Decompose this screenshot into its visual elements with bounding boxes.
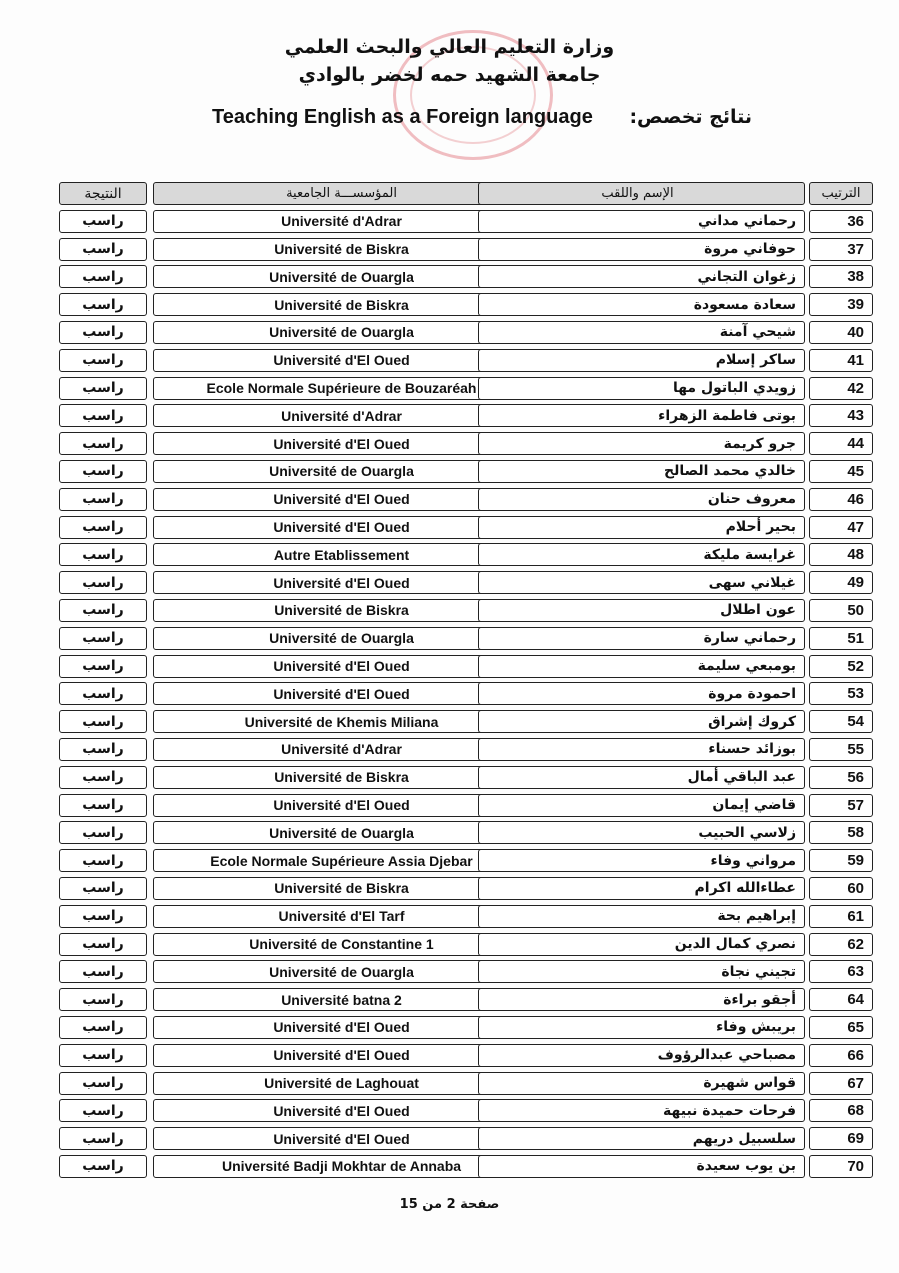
result-cell: راسب: [59, 627, 147, 650]
rank-cell: 49: [809, 571, 873, 594]
results-table: [57, 180, 875, 1181]
table-row: [57, 291, 875, 319]
name-cell: قواس شهيرة: [478, 1072, 805, 1095]
table-row: [57, 569, 875, 597]
name-cell: قاضي إيمان: [478, 794, 805, 817]
result-cell: راسب: [59, 933, 147, 956]
institution-cell: Université de Ouargla: [153, 321, 530, 344]
rank-cell: 54: [809, 710, 873, 733]
institution-cell: Université de Khemis Miliana: [153, 710, 530, 733]
name-cell: بن يوب سعيدة: [478, 1155, 805, 1178]
rank-cell: 52: [809, 655, 873, 678]
institution-cell: Université de Ouargla: [153, 821, 530, 844]
result-cell: راسب: [59, 821, 147, 844]
rank-cell: 50: [809, 599, 873, 622]
table-row: [57, 347, 875, 375]
name-cell: سلسبيل دريهم: [478, 1127, 805, 1150]
rank-cell: 59: [809, 849, 873, 872]
table-row: [57, 1014, 875, 1042]
institution-cell: Université de Biskra: [153, 877, 530, 900]
institution-cell: Université de Constantine 1: [153, 933, 530, 956]
result-cell: راسب: [59, 1127, 147, 1150]
rank-cell: 44: [809, 432, 873, 455]
institution-cell: Université de Biskra: [153, 599, 530, 622]
rank-cell: 70: [809, 1155, 873, 1178]
rank-cell: 61: [809, 905, 873, 928]
result-cell: راسب: [59, 571, 147, 594]
rank-cell: 53: [809, 682, 873, 705]
result-cell: راسب: [59, 488, 147, 511]
result-cell: راسب: [59, 543, 147, 566]
table-row: [57, 792, 875, 820]
institution-cell: Université d'El Oued: [153, 1099, 530, 1122]
table-row: [57, 903, 875, 931]
result-cell: راسب: [59, 349, 147, 372]
result-cell: راسب: [59, 905, 147, 928]
name-cell: نصري كمال الدين: [478, 933, 805, 956]
result-cell: راسب: [59, 1155, 147, 1178]
result-cell: راسب: [59, 738, 147, 761]
result-cell: راسب: [59, 1099, 147, 1122]
table-row: [57, 764, 875, 792]
institution-cell: Université Badji Mokhtar de Annaba: [153, 1155, 530, 1178]
result-cell: راسب: [59, 404, 147, 427]
name-cell: ساكر إسلام: [478, 349, 805, 372]
table-row: [57, 653, 875, 681]
table-row: [57, 958, 875, 986]
header-name: الإسم واللقب: [478, 182, 805, 205]
rank-cell: 41: [809, 349, 873, 372]
name-cell: كروك إشراق: [478, 710, 805, 733]
header-rank: الترتيب: [809, 182, 873, 205]
table-row: [57, 236, 875, 264]
rank-cell: 66: [809, 1044, 873, 1067]
rank-cell: 39: [809, 293, 873, 316]
table-row: [57, 375, 875, 403]
result-cell: راسب: [59, 432, 147, 455]
name-cell: إبراهيم بحة: [478, 905, 805, 928]
rank-cell: 38: [809, 265, 873, 288]
result-cell: راسب: [59, 1072, 147, 1095]
name-cell: معروف حنان: [478, 488, 805, 511]
name-cell: خالدي محمد الصالح: [478, 460, 805, 483]
result-cell: راسب: [59, 377, 147, 400]
rank-cell: 51: [809, 627, 873, 650]
result-cell: راسب: [59, 265, 147, 288]
table-row: [57, 819, 875, 847]
institution-cell: Université d'El Oued: [153, 682, 530, 705]
table-row: [57, 1153, 875, 1181]
name-cell: بريبش وفاء: [478, 1016, 805, 1039]
rank-cell: 48: [809, 543, 873, 566]
table-row: [57, 625, 875, 653]
table-row: [57, 514, 875, 542]
header-result: النتيجة: [59, 182, 147, 205]
name-cell: بوتى فاطمة الزهراء: [478, 404, 805, 427]
header-institution: المؤسســـة الجامعية: [153, 182, 530, 205]
institution-cell: Université de Ouargla: [153, 265, 530, 288]
rank-cell: 46: [809, 488, 873, 511]
institution-cell: Université d'El Oued: [153, 1016, 530, 1039]
institution-cell: Université d'El Oued: [153, 655, 530, 678]
name-cell: بومبعي سليمة: [478, 655, 805, 678]
table-header-row: [57, 180, 875, 208]
institution-cell: Université de Biskra: [153, 293, 530, 316]
result-cell: راسب: [59, 599, 147, 622]
institution-cell: Université d'El Oued: [153, 1127, 530, 1150]
result-cell: راسب: [59, 710, 147, 733]
institution-cell: Université de Ouargla: [153, 960, 530, 983]
institution-cell: Université de Biskra: [153, 238, 530, 261]
rank-cell: 56: [809, 766, 873, 789]
rank-cell: 40: [809, 321, 873, 344]
name-cell: زويدي الباتول مها: [478, 377, 805, 400]
table-row: [57, 486, 875, 514]
specialty-name: Teaching English as a Foreign language: [212, 106, 593, 128]
name-cell: بحير أحلام: [478, 516, 805, 539]
institution-cell: Université d'El Oued: [153, 794, 530, 817]
result-cell: راسب: [59, 238, 147, 261]
name-cell: بوزائد حسناء: [478, 738, 805, 761]
result-cell: راسب: [59, 682, 147, 705]
ministry-title: وزارة التعليم العالي والبحث العلمي: [284, 36, 615, 58]
table-row: [57, 847, 875, 875]
table-row: [57, 208, 875, 236]
name-cell: تجيني نجاة: [478, 960, 805, 983]
name-cell: زلاسي الحبيب: [478, 821, 805, 844]
result-cell: راسب: [59, 293, 147, 316]
institution-cell: Université de Ouargla: [153, 627, 530, 650]
rank-cell: 55: [809, 738, 873, 761]
table-row: [57, 1125, 875, 1153]
table-row: [57, 736, 875, 764]
name-cell: شيحي آمنة: [478, 321, 805, 344]
result-cell: راسب: [59, 988, 147, 1011]
institution-cell: Ecole Normale Supérieure Assia Djebar: [153, 849, 530, 872]
result-cell: راسب: [59, 321, 147, 344]
name-cell: فرحات حميدة نبيهة: [478, 1099, 805, 1122]
table-row: [57, 319, 875, 347]
name-cell: رحماني سارة: [478, 627, 805, 650]
rank-cell: 64: [809, 988, 873, 1011]
name-cell: رحماني مداني: [478, 210, 805, 233]
name-cell: غرايسة مليكة: [478, 543, 805, 566]
table-row: [57, 708, 875, 736]
name-cell: جرو كريمة: [478, 432, 805, 455]
result-cell: راسب: [59, 1016, 147, 1039]
rank-cell: 47: [809, 516, 873, 539]
institution-cell: Université d'El Oued: [153, 571, 530, 594]
rank-cell: 37: [809, 238, 873, 261]
rank-cell: 63: [809, 960, 873, 983]
table-row: [57, 986, 875, 1014]
rank-cell: 65: [809, 1016, 873, 1039]
result-cell: راسب: [59, 877, 147, 900]
result-cell: راسب: [59, 460, 147, 483]
rank-cell: 69: [809, 1127, 873, 1150]
institution-cell: Université de Biskra: [153, 766, 530, 789]
result-cell: راسب: [59, 1044, 147, 1067]
table-row: [57, 263, 875, 291]
institution-cell: Université d'El Oued: [153, 516, 530, 539]
institution-cell: Université batna 2: [153, 988, 530, 1011]
table-row: [57, 458, 875, 486]
rank-cell: 68: [809, 1099, 873, 1122]
rank-cell: 36: [809, 210, 873, 233]
name-cell: غيلاني سهى: [478, 571, 805, 594]
institution-cell: Université de Laghouat: [153, 1072, 530, 1095]
name-cell: أجقو براءة: [478, 988, 805, 1011]
specialty-label: نتائج تخصص:: [629, 106, 752, 128]
name-cell: حوفاني مروة: [478, 238, 805, 261]
name-cell: زغوان التجاني: [478, 265, 805, 288]
rank-cell: 58: [809, 821, 873, 844]
name-cell: سعادة مسعودة: [478, 293, 805, 316]
institution-cell: Université d'El Oued: [153, 488, 530, 511]
name-cell: مصباحي عبدالرؤوف: [478, 1044, 805, 1067]
institution-cell: Autre Etablissement: [153, 543, 530, 566]
table-row: [57, 597, 875, 625]
institution-cell: Université d'Adrar: [153, 210, 530, 233]
institution-cell: Université d'Adrar: [153, 738, 530, 761]
rank-cell: 67: [809, 1072, 873, 1095]
institution-cell: Université d'El Oued: [153, 349, 530, 372]
rank-cell: 60: [809, 877, 873, 900]
rank-cell: 43: [809, 404, 873, 427]
result-cell: راسب: [59, 655, 147, 678]
table-row: [57, 1097, 875, 1125]
institution-cell: Université d'El Tarf: [153, 905, 530, 928]
university-title: جامعة الشهيد حمه لخضر بالوادي: [298, 64, 601, 86]
name-cell: احمودة مروة: [478, 682, 805, 705]
name-cell: عطاءالله اكرام: [478, 877, 805, 900]
rank-cell: 42: [809, 377, 873, 400]
table-row: [57, 931, 875, 959]
institution-cell: Université d'El Oued: [153, 1044, 530, 1067]
table-row: [57, 402, 875, 430]
table-row: [57, 680, 875, 708]
table-row: [57, 541, 875, 569]
result-cell: راسب: [59, 210, 147, 233]
table-row: [57, 1070, 875, 1098]
result-cell: راسب: [59, 516, 147, 539]
table-row: [57, 1042, 875, 1070]
institution-cell: Université d'El Oued: [153, 432, 530, 455]
rank-cell: 57: [809, 794, 873, 817]
institution-cell: Université de Ouargla: [153, 460, 530, 483]
rank-cell: 45: [809, 460, 873, 483]
result-cell: راسب: [59, 849, 147, 872]
institution-cell: Université d'Adrar: [153, 404, 530, 427]
institution-cell: Ecole Normale Supérieure de Bouzaréah: [153, 377, 530, 400]
name-cell: مرواني وفاء: [478, 849, 805, 872]
table-row: [57, 430, 875, 458]
specialty-title: [212, 104, 752, 132]
table-row: [57, 875, 875, 903]
page-number: صفحة 2 من 15: [399, 1197, 500, 1212]
name-cell: عون اطلال: [478, 599, 805, 622]
result-cell: راسب: [59, 794, 147, 817]
result-cell: راسب: [59, 960, 147, 983]
result-cell: راسب: [59, 766, 147, 789]
name-cell: عبد الباقي أمال: [478, 766, 805, 789]
rank-cell: 62: [809, 933, 873, 956]
